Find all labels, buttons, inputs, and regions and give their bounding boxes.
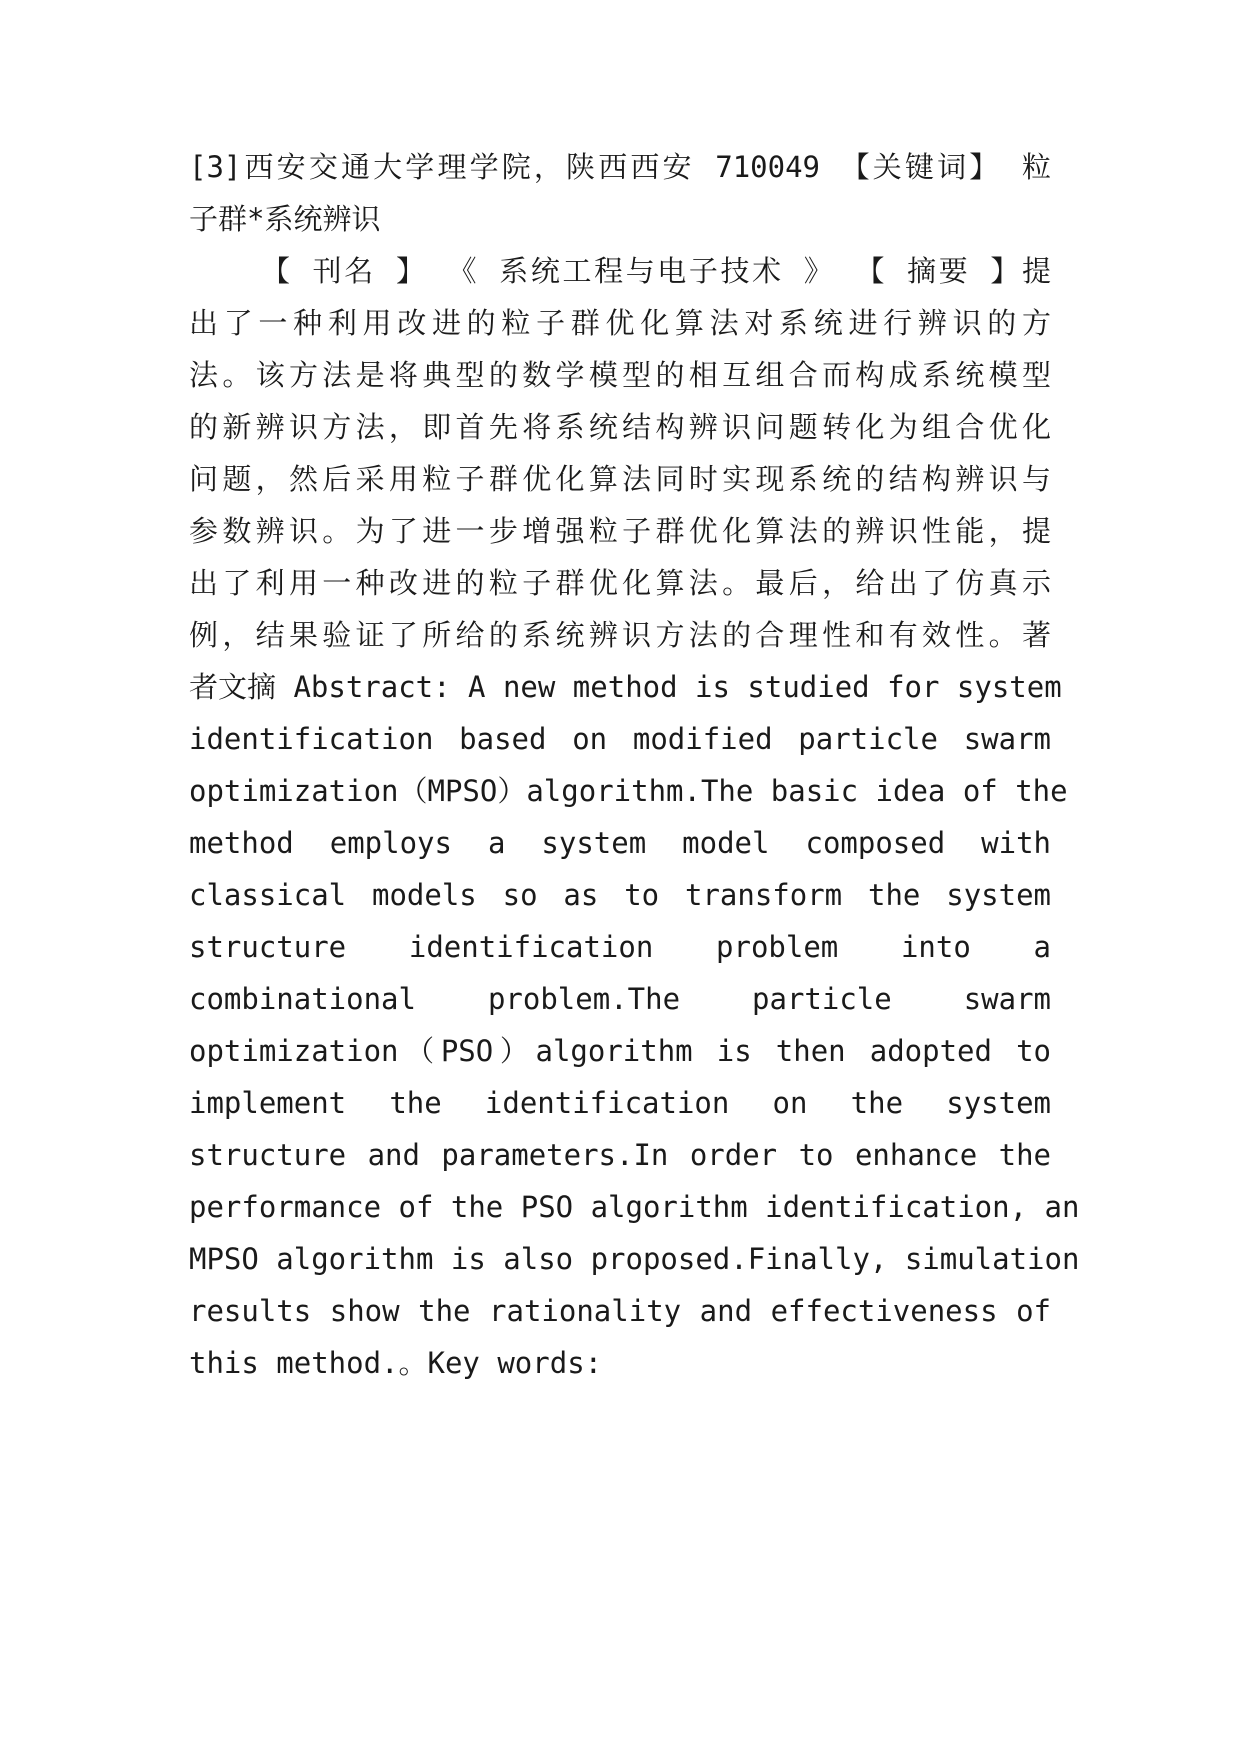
text-line: 的新辨识方法，即首先将系统结构辨识问题转化为组合优化 [189,410,1051,444]
text-line: classical models so as to transform the system [189,878,1051,912]
text-line: optimization（PSO）algorithm is then adopted to [189,1034,1051,1068]
text-line: 出了利用一种改进的粒子群优化算法。最后，给出了仿真示 [189,566,1051,600]
text-line: identification based on modified particle swarm [189,722,1051,756]
text-line: method employs a system model composed with [189,826,1051,860]
text-line: results show the rationality and effectiveness of [189,1294,1051,1328]
text-line: 子群*系统辨识 [189,202,381,236]
text-line: performance of the PSO algorithm identification, an [189,1190,1080,1224]
text-line: combinational problem.The particle swarm [189,982,1051,1016]
text-line: this method.。Key words: [189,1346,603,1380]
text-line: 【 刊名 】 《 系统工程与电子技术 》 【 摘要 】提 [261,254,1051,288]
text-line: 法。该方法是将典型的数学模型的相互组合而构成系统模型 [189,358,1051,392]
text-line: implement the identification on the system [189,1086,1051,1120]
text-line: 者文摘 Abstract: A new method is studied for system [189,670,1062,704]
text-line: 问题，然后采用粒子群优化算法同时实现系统的结构辨识与 [189,462,1051,496]
text-line: structure and parameters.In order to enhance the [189,1138,1051,1172]
text-line: optimization（MPSO）algorithm.The basic idea of the [189,774,1068,808]
text-line: [3]西安交通大学理学院，陕西西安 710049 【关键词】 粒 [189,150,1051,184]
text-line: MPSO algorithm is also proposed.Finally, simulation [189,1242,1080,1276]
text-line: structure identification problem into a [189,930,1051,964]
text-line: 例，结果验证了所给的系统辨识方法的合理性和有效性。著 [189,618,1051,652]
text-line: 参数辨识。为了进一步增强粒子群优化算法的辨识性能，提 [189,514,1051,548]
text-line: 出了一种利用改进的粒子群优化算法对系统进行辨识的方 [189,306,1051,340]
